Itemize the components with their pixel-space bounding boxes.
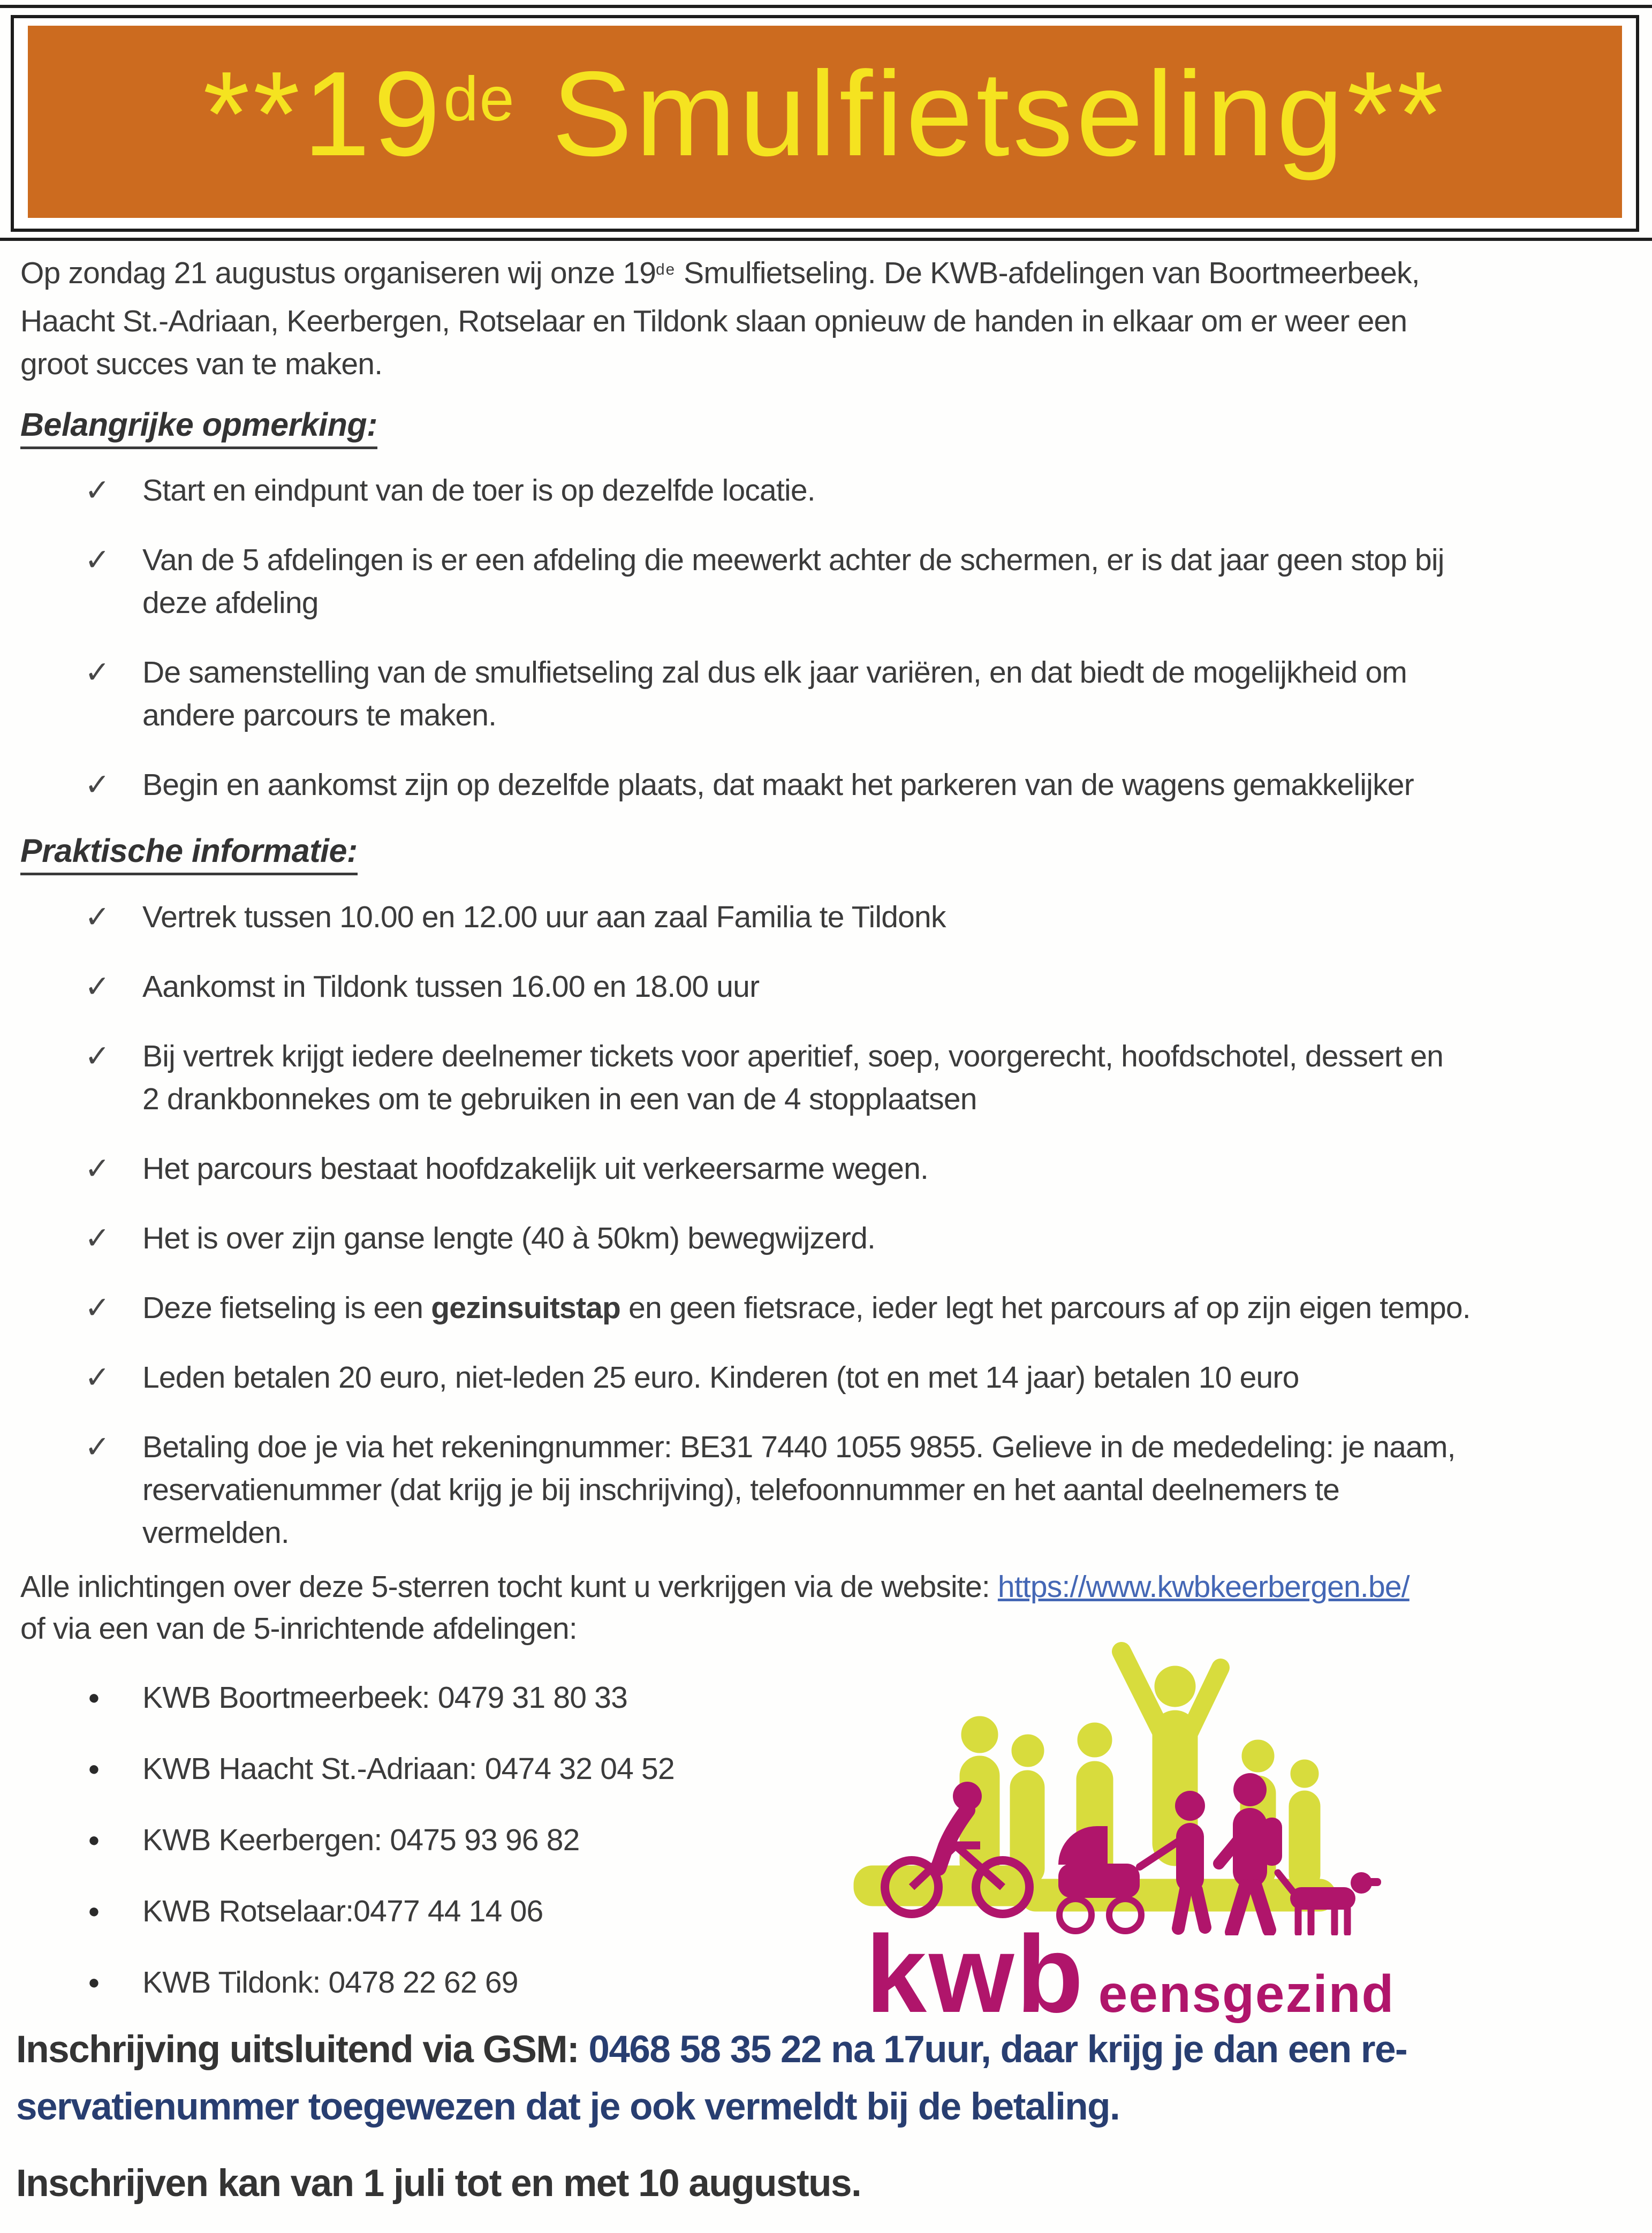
check-icon: ✓ [85,1291,110,1325]
list-item [20,1035,1471,1121]
list-item [20,965,1471,1008]
list-item-text [142,1286,1471,1329]
list-item-text [142,469,1444,512]
list-item [20,651,1444,737]
text-line [142,1286,1471,1329]
text-line [142,1078,1471,1121]
text-segment: Het is over zijn ganse lengte (40 à 50km) bewegwijzerd. [142,1221,876,1255]
list-item [20,469,1444,512]
text-line [142,763,1444,806]
text-line [142,1469,1471,1511]
check-icon: ✓ [85,543,110,577]
text-line [20,300,1420,343]
checklist-belangrijke-opmerking [20,469,1444,833]
text-segment: 2 drankbonnekes om te gebruiken in een van de 4 stopplaatsen [142,1082,977,1116]
registration-note [16,2021,1622,2212]
text-segment: andere parcours te maken. [142,698,497,732]
text-segment: de [443,64,516,134]
text-line [142,651,1444,694]
text-line [142,965,1471,1008]
text-line [16,2021,1622,2078]
bullet-icon: ● [88,1829,100,1851]
text-segment: Inschrijven kan van 1 juli tot en met 10 augustus. [16,2162,861,2205]
list-item [20,763,1444,806]
list-item-text [142,539,1444,624]
text-segment: Het parcours bestaat hoofdzakelijk uit verkeersarme wegen. [142,1152,929,1186]
list-item-text [142,651,1444,737]
check-icon: ✓ [85,900,110,934]
text-line [203,25,1447,219]
text-line [142,694,1444,737]
kwb-logo [843,1636,1411,2035]
check-icon: ✓ [85,768,110,802]
check-icon: ✓ [85,1221,110,1255]
logo-tagline: eensgezind [1098,1964,1395,2023]
check-icon: ✓ [85,1152,110,1186]
contact-text: KWB Haacht St.-Adriaan: 0474 32 04 52 [142,1752,675,1786]
list-item [20,1217,1471,1260]
contact-list-item [20,1819,675,1861]
text-line [142,469,1444,512]
text-segment: Praktische informatie: [20,832,358,869]
text-line [20,832,358,875]
contact-text: KWB Boortmeerbeek: 0479 31 80 33 [142,1681,627,1715]
page-title [203,25,1447,219]
text-segment: en geen fietsrace, ieder legt het parcours af op zijn eigen tempo. [620,1291,1471,1325]
text-segment: Aankomst in Tildonk tussen 16.00 en 18.00 uur [142,970,760,1004]
list-item-text [142,1147,1471,1190]
list-item-text [142,1426,1471,1554]
text-line [142,1217,1471,1260]
text-segment: Betaling doe je via het rekeningnummer: BE31 7440 1055 9855. Gelieve in de mededeling: je naam, [142,1430,1456,1464]
title-banner [28,26,1622,218]
text-line [16,2078,1622,2136]
scan-line-top [0,5,1652,8]
scan-line-under-banner [0,238,1652,241]
text-segment: Begin en aankomst zijn op dezelfde plaats, dat maakt het parkeren van de wagens gemakkelijker [142,768,1414,802]
check-icon: ✓ [85,1360,110,1395]
text-line [20,343,1420,385]
text-segment: **19 [203,46,444,181]
contact-list-item [20,1747,675,1790]
text-line [20,1566,1409,1608]
bullet-icon: ● [88,1900,100,1922]
list-item [20,1426,1471,1554]
text-segment: Haacht St.-Adriaan, Keerbergen, Rotselaar en Tildonk slaan opnieuw de handen in elkaar om er weer een [20,304,1407,338]
logo-text-row [866,1913,1411,2035]
checklist-praktische-informatie [20,896,1471,1581]
text-segment: Bij vertrek krijgt iedere deelnemer tickets voor aperitief, soep, voorgerecht, hoofdschotel, dessert en [142,1039,1444,1073]
text-line [142,896,1471,938]
text-segment: De samenstelling van de smulfietseling zal dus elk jaar variëren, en dat biedt de mogelijkheid om [142,655,1407,690]
text-segment: Van de 5 afdelingen is er een afdeling die meewerkt achter de schermen, er is dat jaar geen stop bij [142,543,1444,577]
text-line [142,1147,1471,1190]
check-icon: ✓ [85,655,110,690]
contact-list-item [20,1961,675,2004]
text-segment: vermelden. [142,1516,289,1550]
list-item [20,1356,1471,1399]
text-line [142,1035,1471,1078]
check-icon: ✓ [85,1430,110,1464]
text-segment: Belangrijke opmerking: [20,406,377,443]
text-line [142,539,1444,581]
text-line [142,581,1444,624]
text-segment: Start en eindpunt van de toer is op dezelfde locatie. [142,473,815,508]
text-segment: Leden betalen 20 euro, niet-leden 25 euro. Kinderen (tot en met 14 jaar) betalen 10 euro [142,1360,1299,1395]
text-segment: groot succes van te maken. [20,347,383,381]
contact-list [20,1676,675,2032]
logo-wordmark: kwb [866,1913,1086,2035]
section-heading-praktische-informatie [20,832,358,875]
list-item-text [142,1035,1471,1121]
text-segment: reservatienummer (dat krijg je bij inschrijving), telefoonnummer en het aantal deelnemers te [142,1473,1339,1507]
list-item [20,896,1471,938]
text-segment: 0468 58 35 22 na 17uur, daar krijg je dan een re- [588,2028,1407,2071]
check-icon: ✓ [85,1039,110,1073]
intro-paragraph [20,252,1420,385]
list-item-text [142,1217,1471,1260]
contact-text: KWB Keerbergen: 0475 93 96 82 [142,1823,580,1857]
text-line [16,2155,1622,2212]
kwb-logo-illustration [843,1636,1411,1935]
text-segment: Alle inlichtingen over deze 5-sterren tocht kunt u verkrijgen via de website: [20,1570,998,1604]
bullet-icon: ● [88,1971,100,1994]
text-segment: de [656,260,676,278]
text-segment: gezinsuitstap [431,1291,621,1325]
text-line [20,252,1420,300]
contact-list-item [20,1676,675,1719]
text-segment: Vertrek tussen 10.00 en 12.00 uur aan zaal Familia te Tildonk [142,900,946,934]
list-item-text [142,763,1444,806]
banner-frame [11,15,1639,232]
list-item-text [142,965,1471,1008]
text-line [142,1356,1471,1399]
text-segment: servatienummer toegewezen dat je ook vermeldt bij de betaling. [16,2086,1120,2128]
list-item [20,1286,1471,1329]
text-line [142,1426,1471,1469]
check-icon: ✓ [85,473,110,508]
bullet-icon: ● [88,1758,100,1780]
text-segment: Inschrijving uitsluitend via GSM: [16,2028,589,2071]
text-segment: Deze fietseling is een [142,1291,431,1325]
bullet-icon: ● [88,1686,100,1709]
list-item [20,539,1444,624]
text-segment: Smulfietseling** [515,46,1447,181]
contact-text: KWB Rotselaar:0477 44 14 06 [142,1894,543,1928]
text-segment: Op zondag 21 augustus organiseren wij onze 19 [20,256,656,290]
text-line [20,406,377,449]
website-link[interactable]: https://www.kwbkeerbergen.be/ [997,1570,1409,1604]
section-heading-belangrijke-opmerking [20,406,377,449]
text-line [142,1511,1471,1554]
list-item-text [142,1356,1471,1399]
text-segment: deze afdeling [142,586,319,620]
contact-text: KWB Tildonk: 0478 22 62 69 [142,1965,518,2000]
list-item-text [142,896,1471,938]
text-segment: Smulfietseling. De KWB-afdelingen van Boortmeerbeek, [676,256,1420,290]
text-segment: of via een van de 5-inrichtende afdelingen: [20,1611,577,1646]
check-icon: ✓ [85,970,110,1004]
list-item [20,1147,1471,1190]
contact-list-item [20,1890,675,1933]
